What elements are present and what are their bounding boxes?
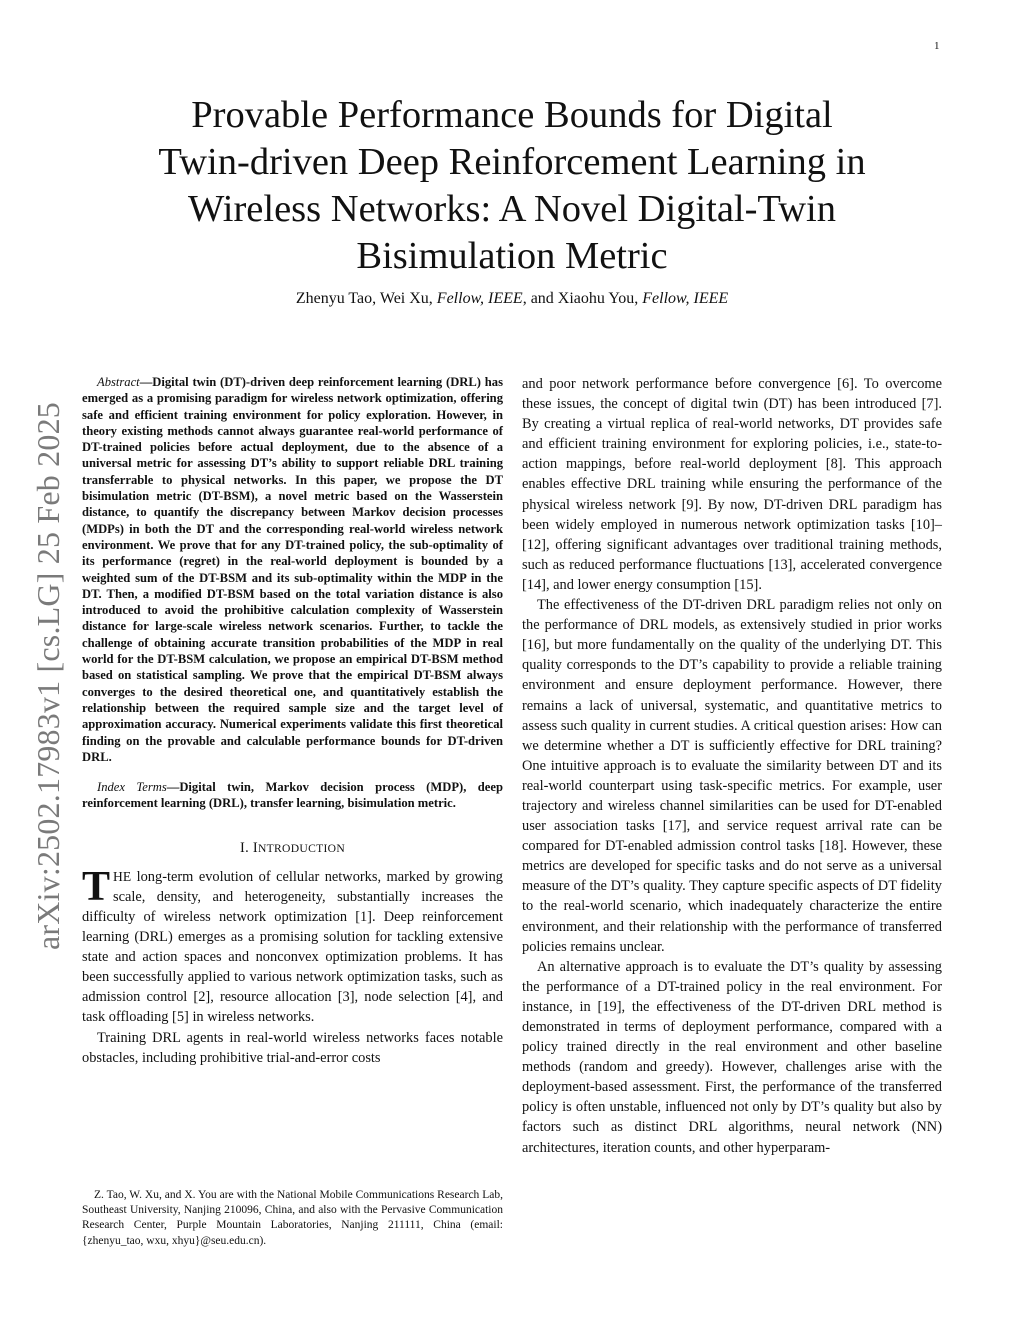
author-role-2: Fellow, IEEE (642, 290, 729, 307)
affiliation-footnote: Z. Tao, W. Xu, and X. You are with the National Mobile Communications Research Lab, Southeast University, Nanjing 210096, China, and also with the Pervasive Communication Research Center, Purple Mountain Laboratories, Nanjing 211111, China (email: {zhenyu_tao, wxu, xhyu}@seu.edu.cn). (82, 1189, 503, 1247)
arxiv-identifier-stamp[interactable]: arXiv:2502.17983v1 [cs.LG] 25 Feb 2025 (30, 402, 66, 950)
left-column (82, 374, 503, 1068)
index-terms-text: —Digital twin, Markov decision process (MDP), deep reinforcement learning (DRL), transfer learning, bisimulation metric. (82, 780, 503, 811)
right-column (522, 374, 942, 1158)
author-role-1: Fellow, IEEE (436, 290, 523, 307)
title-line: Wireless Networks: A Novel Digital-Twin (187, 188, 836, 230)
intro-paragraph-1 (82, 863, 503, 1028)
section-first-letter: I (252, 839, 258, 856)
section-heading-introduction (82, 838, 503, 859)
right-paragraph-2: The effectiveness of the DT-driven DRL paradigm relies not only on the performance of DRL models, as extensively studied in prior works [16], but more fundamentally on the quality of the underlying DT. This quality corresponds to the DT’s capability to provide a reliable training environment and ensure deployment performance. However, there remains a lack of universal, systematic, and quantitative metrics to assess such quality in current studies. A critical question arises: How can we determine whether a DT is sufficiently effective for DRL training? One intuitive approach is to evaluate the similarity between DT and its real-world counterpart using task-specific metrics. For example, user trajectory and wireless channel similarities can be used for DT-enabled user association tasks [17], and service request arrival rate can be compared for DT-enabled admission control tasks [18]. However, these metrics are developed for specific tasks and do not serve as a universal measure of the DT’s quality. They capture specific aspects of DT fidelity to the real-world scenario, which inadequately characterize the entire environment, and their relationship with the performance of transferred policies remains unclear. (522, 597, 942, 955)
title-line: Bisimulation Metric (356, 235, 668, 277)
intro-paragraph-2: Training DRL agents in real-world wireless networks faces notable obstacles, including prohibitive trial-and-error costs (82, 1029, 503, 1066)
title-line: Twin-driven Deep Reinforcement Learning in (158, 141, 866, 183)
section-numeral: I. (239, 839, 253, 856)
abstract-text: —Digital twin (DT)-driven deep reinforcement learning (DRL) has emerged as a promising paradigm for wireless network optimization, offering safe and efficient training environment for policy exploration. However, in theory existing methods cannot always guarantee real-world performance of DT-trained policies before actual deployment, due to the absence of a universal metric for assessing DT’s ability to support reliable DRL training transferrable to physical networks. In this paper, we propose the DT bisimulation metric (DT-BSM), a novel metric based on the Wasserstein distance, to quantify the discrepancy between Markov decision processes (MDPs) in both the DT and the corresponding real-world wireless network environment. We prove that for any DT-trained policy, the sub-optimality of its performance (regret) in the real-world deployment is bounded by a weighted sum of the DT-BSM and its sub-optimality within the MDP in the DT. Then, a modified DT-BSM based on the total variation distance is also introduced to avoid the prohibitive calculation complexity of Wasserstein distance for large-scale wireless network scenarios. Further, to tackle the challenge of obtaining accurate transition probabilities of the MDP in real world for the DT-BSM calculation, we propose an empirical DT-BSM method based on statistical sampling. We prove that the empirical DT-BSM always converges to the desired theoretical one, and quantitatively establish the relationship between the required sample size and the target level of approximation accuracy. Numerical experiments validate this first theoretical finding on the provable and calculable performance bounds for DT-driven DRL. (82, 375, 503, 764)
index-terms-label: Index Terms (97, 780, 167, 795)
drop-cap-rest: HE (113, 868, 132, 884)
paper-title (100, 92, 924, 280)
title-line: Provable Performance Bounds for Digital (191, 94, 833, 136)
abstract-label: Abstract (97, 375, 140, 389)
author-names-2: , and Xiaohu You, (522, 290, 643, 307)
right-paragraph-3: An alternative approach is to evaluate the DT’s quality by assessing the performance of a DT-trained policy in the real environment. For instance, in [19], the effectiveness of the DT-driven DRL method is demonstrated in terms of deployment performance, compared with a policy trained directly in the real environment and other baseline methods (random and greedy). However, challenges arise with the deployment-based assessment. First, the performance of the transferred policy is often unstable, influenced not only by DT’s quality but also by factors such as distinct DRL algorithms, neural network (NN) architectures, iteration counts, and other hyperparam- (522, 958, 942, 1156)
section-title-rest: NTRODUCTION (257, 841, 345, 855)
author-list (100, 290, 924, 308)
page-number: 1 (934, 40, 940, 52)
intro-paragraph-1-text: long-term evolution of cellular networks, marked by growing scale, density, and heterogeneity, substantially increases the difficulty of wireless network optimization [1]. Deep reinforcement learning (DRL) emerges as a promising solution for tackling extensive state and action spaces and nonconvex optimization problems. It has been successfully applied to various network optimization tasks, such as admission control [2], resource allocation [3], node selection [4], and task offloading [5] in wireless networks. (82, 868, 503, 1026)
index-terms (82, 779, 503, 812)
author-names-1: Zhenyu Tao, Wei Xu, (295, 290, 437, 307)
drop-cap: T (82, 863, 111, 910)
right-paragraph-1: and poor network performance before convergence [6]. To overcome these issues, the concept of digital twin (DT) has been introduced [7]. By creating a virtual replica of real-world networks, DT provides safe and efficient training environment for exploring policies, i.e., state-to-action mappings, before real-world deployment [8]. This approach enables effective DRL training while ensuring the performance of the physical wireless network [9]. By now, DT-driven DRL paradigm has been widely employed in numerous network optimization tasks [10]–[12], offering significant advantages over traditional training methods, such as reduced performance fluctuations [13], accelerated convergence [14], and lower energy consumption [15]. (522, 376, 942, 593)
abstract (82, 374, 503, 765)
